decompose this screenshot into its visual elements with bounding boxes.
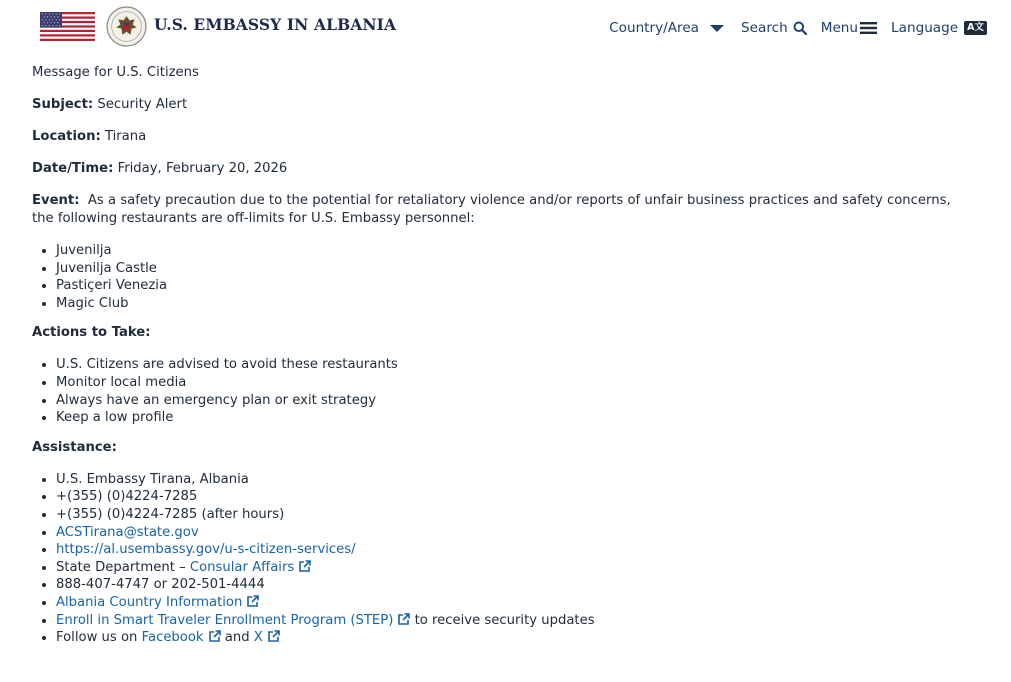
language-selector[interactable] bbox=[891, 20, 987, 36]
step-enrollment-link[interactable] bbox=[56, 613, 410, 628]
list-item bbox=[56, 629, 972, 647]
subject-value: Security Alert bbox=[97, 97, 188, 112]
datetime-line bbox=[32, 160, 972, 178]
embassy-phone: • +(355) (0)4224-7285 bbox=[56, 488, 972, 506]
list-item: • Monitor local media bbox=[56, 374, 972, 392]
assistance-list bbox=[32, 471, 972, 647]
search-button[interactable] bbox=[741, 20, 807, 36]
external-link-icon bbox=[267, 630, 280, 643]
actions-heading-text: Actions to Take: bbox=[32, 325, 151, 341]
external-link-icon bbox=[397, 613, 410, 626]
location-label: Location: bbox=[32, 129, 101, 144]
list-item: • Always have an emergency plan or exit strategy bbox=[56, 392, 972, 410]
state-dept-prefix: State Department – bbox=[56, 559, 190, 575]
event-label: Event: bbox=[32, 193, 80, 208]
event-paragraph bbox=[32, 192, 972, 228]
list-item: • Pastiçeri Venezia bbox=[56, 277, 972, 295]
search-label: Search bbox=[741, 20, 788, 36]
hamburger-menu-icon bbox=[860, 21, 877, 35]
state-department-seal-icon bbox=[106, 6, 147, 47]
main-nav bbox=[609, 20, 987, 36]
actions-heading bbox=[32, 324, 972, 342]
country-area-dropdown[interactable] bbox=[609, 20, 727, 36]
hotline-number: • 888-407-4747 or 202-501-4444 bbox=[56, 576, 972, 594]
event-value: As a safety precaution due to the potential for retaliatory violence and/or reports of unfair business practices and safety concerns, the following restaurants are off-limits for U.S. Embassy personnel: bbox=[32, 193, 951, 226]
facebook-label: Facebook bbox=[141, 630, 204, 646]
language-label: Language bbox=[891, 20, 959, 36]
language-translate-icon: A文 bbox=[964, 21, 987, 35]
country-info-label: Albania Country Information bbox=[56, 594, 243, 610]
caret-down-icon bbox=[707, 21, 727, 35]
list-item bbox=[56, 541, 972, 559]
embassy-address: • U.S. Embassy Tirana, Albania bbox=[56, 471, 972, 489]
country-area-label: Country/Area bbox=[609, 20, 700, 36]
external-link-icon bbox=[298, 560, 311, 573]
location-line bbox=[32, 128, 972, 146]
location-value: Tirana bbox=[104, 129, 147, 144]
assistance-heading bbox=[32, 439, 972, 457]
external-link-icon bbox=[246, 595, 259, 608]
menu-button[interactable] bbox=[821, 20, 877, 36]
alert-content bbox=[32, 64, 972, 659]
site-header bbox=[0, 0, 1011, 60]
list-item bbox=[56, 612, 972, 630]
list-item bbox=[56, 524, 972, 542]
consular-affairs-label: Consular Affairs bbox=[189, 559, 295, 575]
list-item: • Magic Club bbox=[56, 295, 972, 313]
intro-text: Message for U.S. Citizens bbox=[32, 65, 199, 80]
x-link[interactable] bbox=[254, 630, 280, 645]
list-item: • U.S. Citizens are advised to avoid these restaurants bbox=[56, 356, 972, 374]
datetime-label: Date/Time: bbox=[32, 161, 114, 176]
email-link[interactable]: ACSTirana@state.gov bbox=[56, 524, 199, 540]
list-item: • Juvenilja bbox=[56, 242, 972, 260]
list-item: • Keep a low profile bbox=[56, 409, 972, 427]
datetime-value: Friday, February 20, 2026 bbox=[117, 161, 288, 176]
external-link-icon bbox=[208, 630, 221, 643]
list-item bbox=[56, 559, 972, 577]
x-label: X bbox=[253, 630, 263, 646]
step-suffix: to receive security updates bbox=[414, 612, 595, 628]
actions-list bbox=[32, 356, 972, 426]
follow-prefix: Follow us on bbox=[56, 630, 138, 646]
search-icon bbox=[793, 21, 807, 35]
list-item: • Juvenilja Castle bbox=[56, 260, 972, 278]
subject-label: Subject: bbox=[32, 97, 94, 112]
site-title[interactable]: U.S. EMBASSY IN ALBANIA bbox=[154, 15, 397, 34]
and-text: and bbox=[224, 630, 250, 646]
country-information-link[interactable] bbox=[56, 595, 259, 610]
step-link-label: Enroll in Smart Traveler Enrollment Program (STEP) bbox=[56, 612, 394, 628]
list-item bbox=[56, 594, 972, 612]
menu-label: Menu bbox=[820, 20, 859, 36]
embassy-phone-after-hours: • +(355) (0)4224-7285 (after hours) bbox=[56, 506, 972, 524]
restaurant-list bbox=[32, 242, 972, 312]
citizen-services-link[interactable]: https://al.usembassy.gov/u-s-citizen-services/ bbox=[56, 542, 356, 558]
us-flag-icon bbox=[40, 12, 95, 41]
assistance-heading-text: Assistance: bbox=[32, 439, 117, 455]
subject-line bbox=[32, 96, 972, 114]
consular-affairs-link[interactable] bbox=[190, 560, 311, 575]
facebook-link[interactable] bbox=[142, 630, 221, 645]
